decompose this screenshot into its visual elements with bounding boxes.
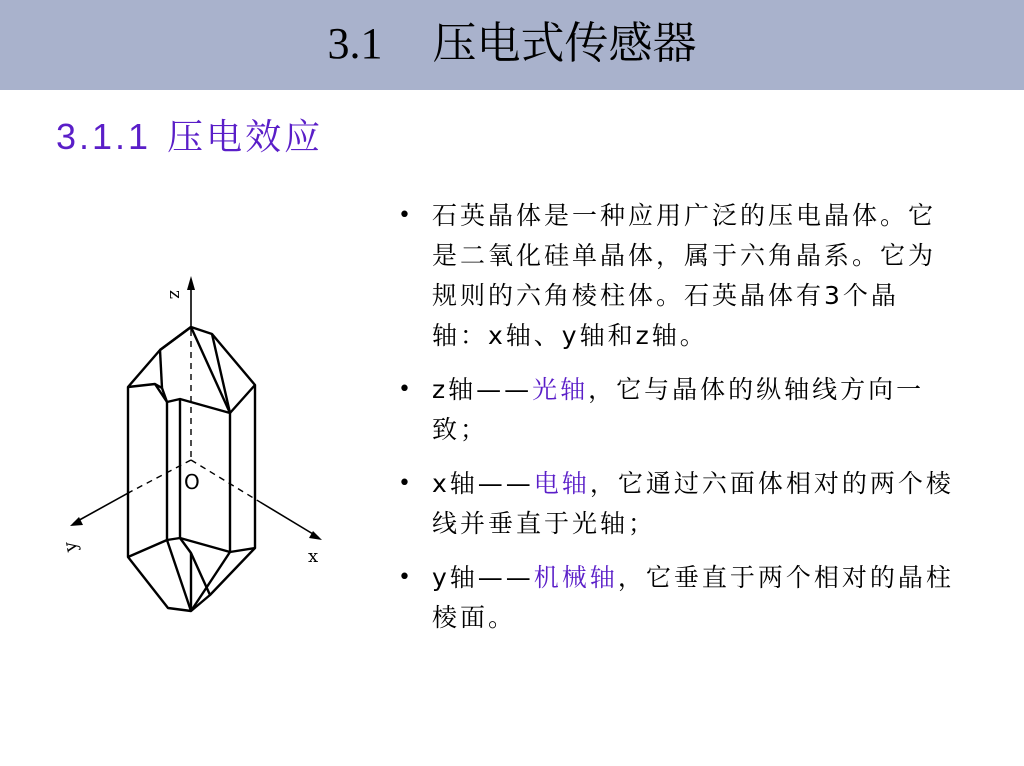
bullet-text: 石英晶体是一种应用广泛的压电晶体。它是二氧化硅单晶体，属于六角晶系。它为规则的六角棱柱体。石英晶体有3个晶轴：x轴、y轴和z轴。 [432,201,937,350]
slide-title-text: 压电式传感器 [432,18,697,69]
bullet-suffix: ，它通过六面体相对的两个棱线并垂直于光轴； [432,469,954,538]
section-number: 3.1.1 [56,116,152,157]
bullet-dot-icon: • [398,203,414,228]
bullet-highlight: 电轴 [533,469,590,498]
bullet-item [394,370,954,450]
bullet-item [394,196,954,356]
y-axis-line [74,492,130,523]
y-axis-label: y [59,539,82,554]
z-axis-arrow-icon [187,276,195,290]
crystal-body [128,327,255,611]
section-title-text: 压电效应 [167,117,324,158]
slide-title-number: 3.1 [327,19,383,68]
bullet-prefix: x轴—— [432,469,534,498]
bullet-dot-icon: • [398,471,414,496]
origin-label: O [184,470,200,494]
bullet-suffix: ，它与晶体的纵轴线方向一致； [432,375,925,444]
bullet-list [394,196,954,652]
x-axis-label: x [308,546,319,567]
section-heading [56,112,323,163]
bullet-prefix: z轴—— [432,375,533,404]
bullet-dot-icon: • [398,377,414,402]
bullet-suffix: ，它垂直于两个相对的晶柱棱面。 [432,563,954,632]
bullet-highlight: 光轴 [532,375,589,404]
bullet-dot-icon: • [398,565,414,590]
x-axis-line [260,502,318,537]
bullet-item [394,464,954,544]
bullet-item [394,558,954,638]
z-axis-label: z [165,290,185,299]
y-axis-hidden [130,460,191,492]
slide-title [0,14,1024,74]
bullet-highlight: 机械轴 [533,563,618,592]
quartz-crystal-diagram [50,270,350,630]
x-axis-hidden [191,460,260,502]
bullet-prefix: y轴—— [432,563,534,592]
